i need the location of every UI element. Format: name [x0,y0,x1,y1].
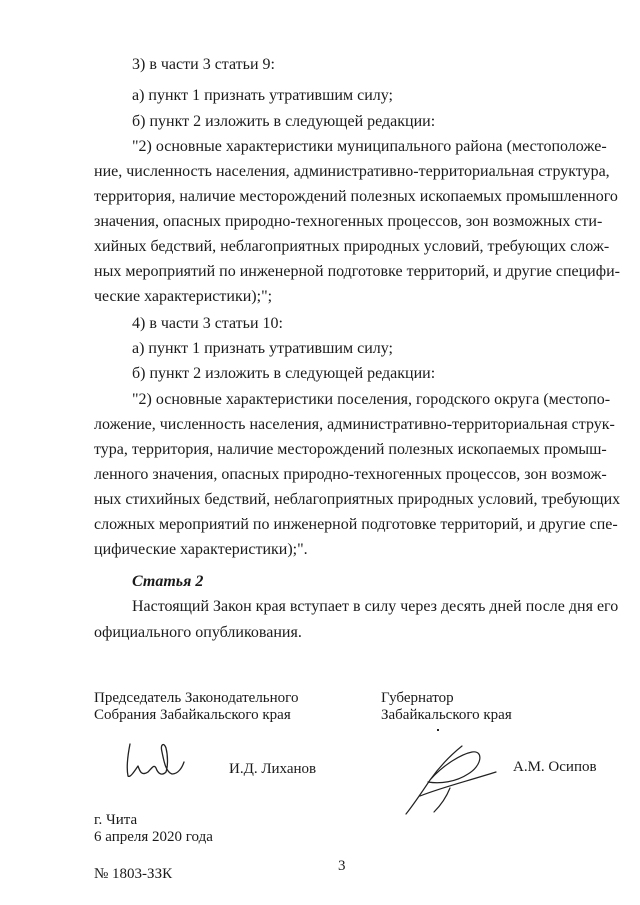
article-text-line: официального опубликования. [94,624,302,641]
quote1-line: значения, опасных природно-техногенных процессов, зон возможных сти- [94,213,603,230]
list-item-4a: а) пункт 1 признать утратившим силу; [132,340,393,357]
list-item-3b: б) пункт 2 изложить в следующей редакции: [132,113,436,130]
left-signatory-title-line: Собрания Забайкальского края [94,707,291,723]
list-item-4: 4) в части 3 статьи 10: [132,315,283,332]
quote1-line: территория, наличие месторождений полезных ископаемых промышленного [94,188,618,205]
article-heading: Статья 2 [132,573,204,590]
law-number: № 1803-ЗЗК [94,866,173,882]
quote1-line: "2) основные характеристики муниципального района (местоположе- [132,138,607,155]
list-item-3a: а) пункт 1 признать утратившим силу; [132,87,393,104]
right-signature-image [400,742,500,820]
quote2-line: ложение, численность населения, административно-территориальная струк- [94,416,615,433]
ink-dot [437,729,439,731]
right-signatory-name: А.М. Осипов [513,759,597,775]
list-item-4b: б) пункт 2 изложить в следующей редакции: [132,365,436,382]
quote2-line: ленного значения, опасных природно-техногенных процессов, зон возмож- [94,466,607,483]
quote1-line: ние, численность населения, административно-территориальная структура, [94,163,610,180]
right-signatory-title-line: Губернатор [381,690,454,706]
quote1-line: ных мероприятий по инженерной подготовке территорий, и другие специфи- [94,263,620,280]
signing-city: г. Чита [94,812,138,828]
quote2-line: сложных мероприятий по инженерной подготовке территорий, и другие спе- [94,516,618,533]
page-number: 3 [338,858,346,874]
quote2-line: тура, территория, наличие месторождений полезных ископаемых промыш- [94,441,607,458]
quote2-line: цифические характеристики);". [94,541,308,558]
list-item-3: 3) в части 3 статьи 9: [132,56,275,73]
quote1-line: хийных бедствий, неблагоприятных природных условий, требующих слож- [94,238,610,255]
left-signature-image [118,738,190,782]
quote2-line: ных стихийных бедствий, неблагоприятных природных условий, требующих [94,491,621,508]
quote2-line: "2) основные характеристики поселения, городского округа (местопо- [132,391,611,408]
left-signatory-name: И.Д. Лиханов [229,761,317,777]
quote1-line: ческие характеристики);"; [94,288,273,305]
left-signatory-title-line: Председатель Законодательного [94,690,299,706]
article-text-line: Настоящий Закон края вступает в силу через десять дней после дня его [132,598,619,615]
right-signatory-title-line: Забайкальского края [381,707,512,723]
signing-date: 6 апреля 2020 года [94,829,213,845]
